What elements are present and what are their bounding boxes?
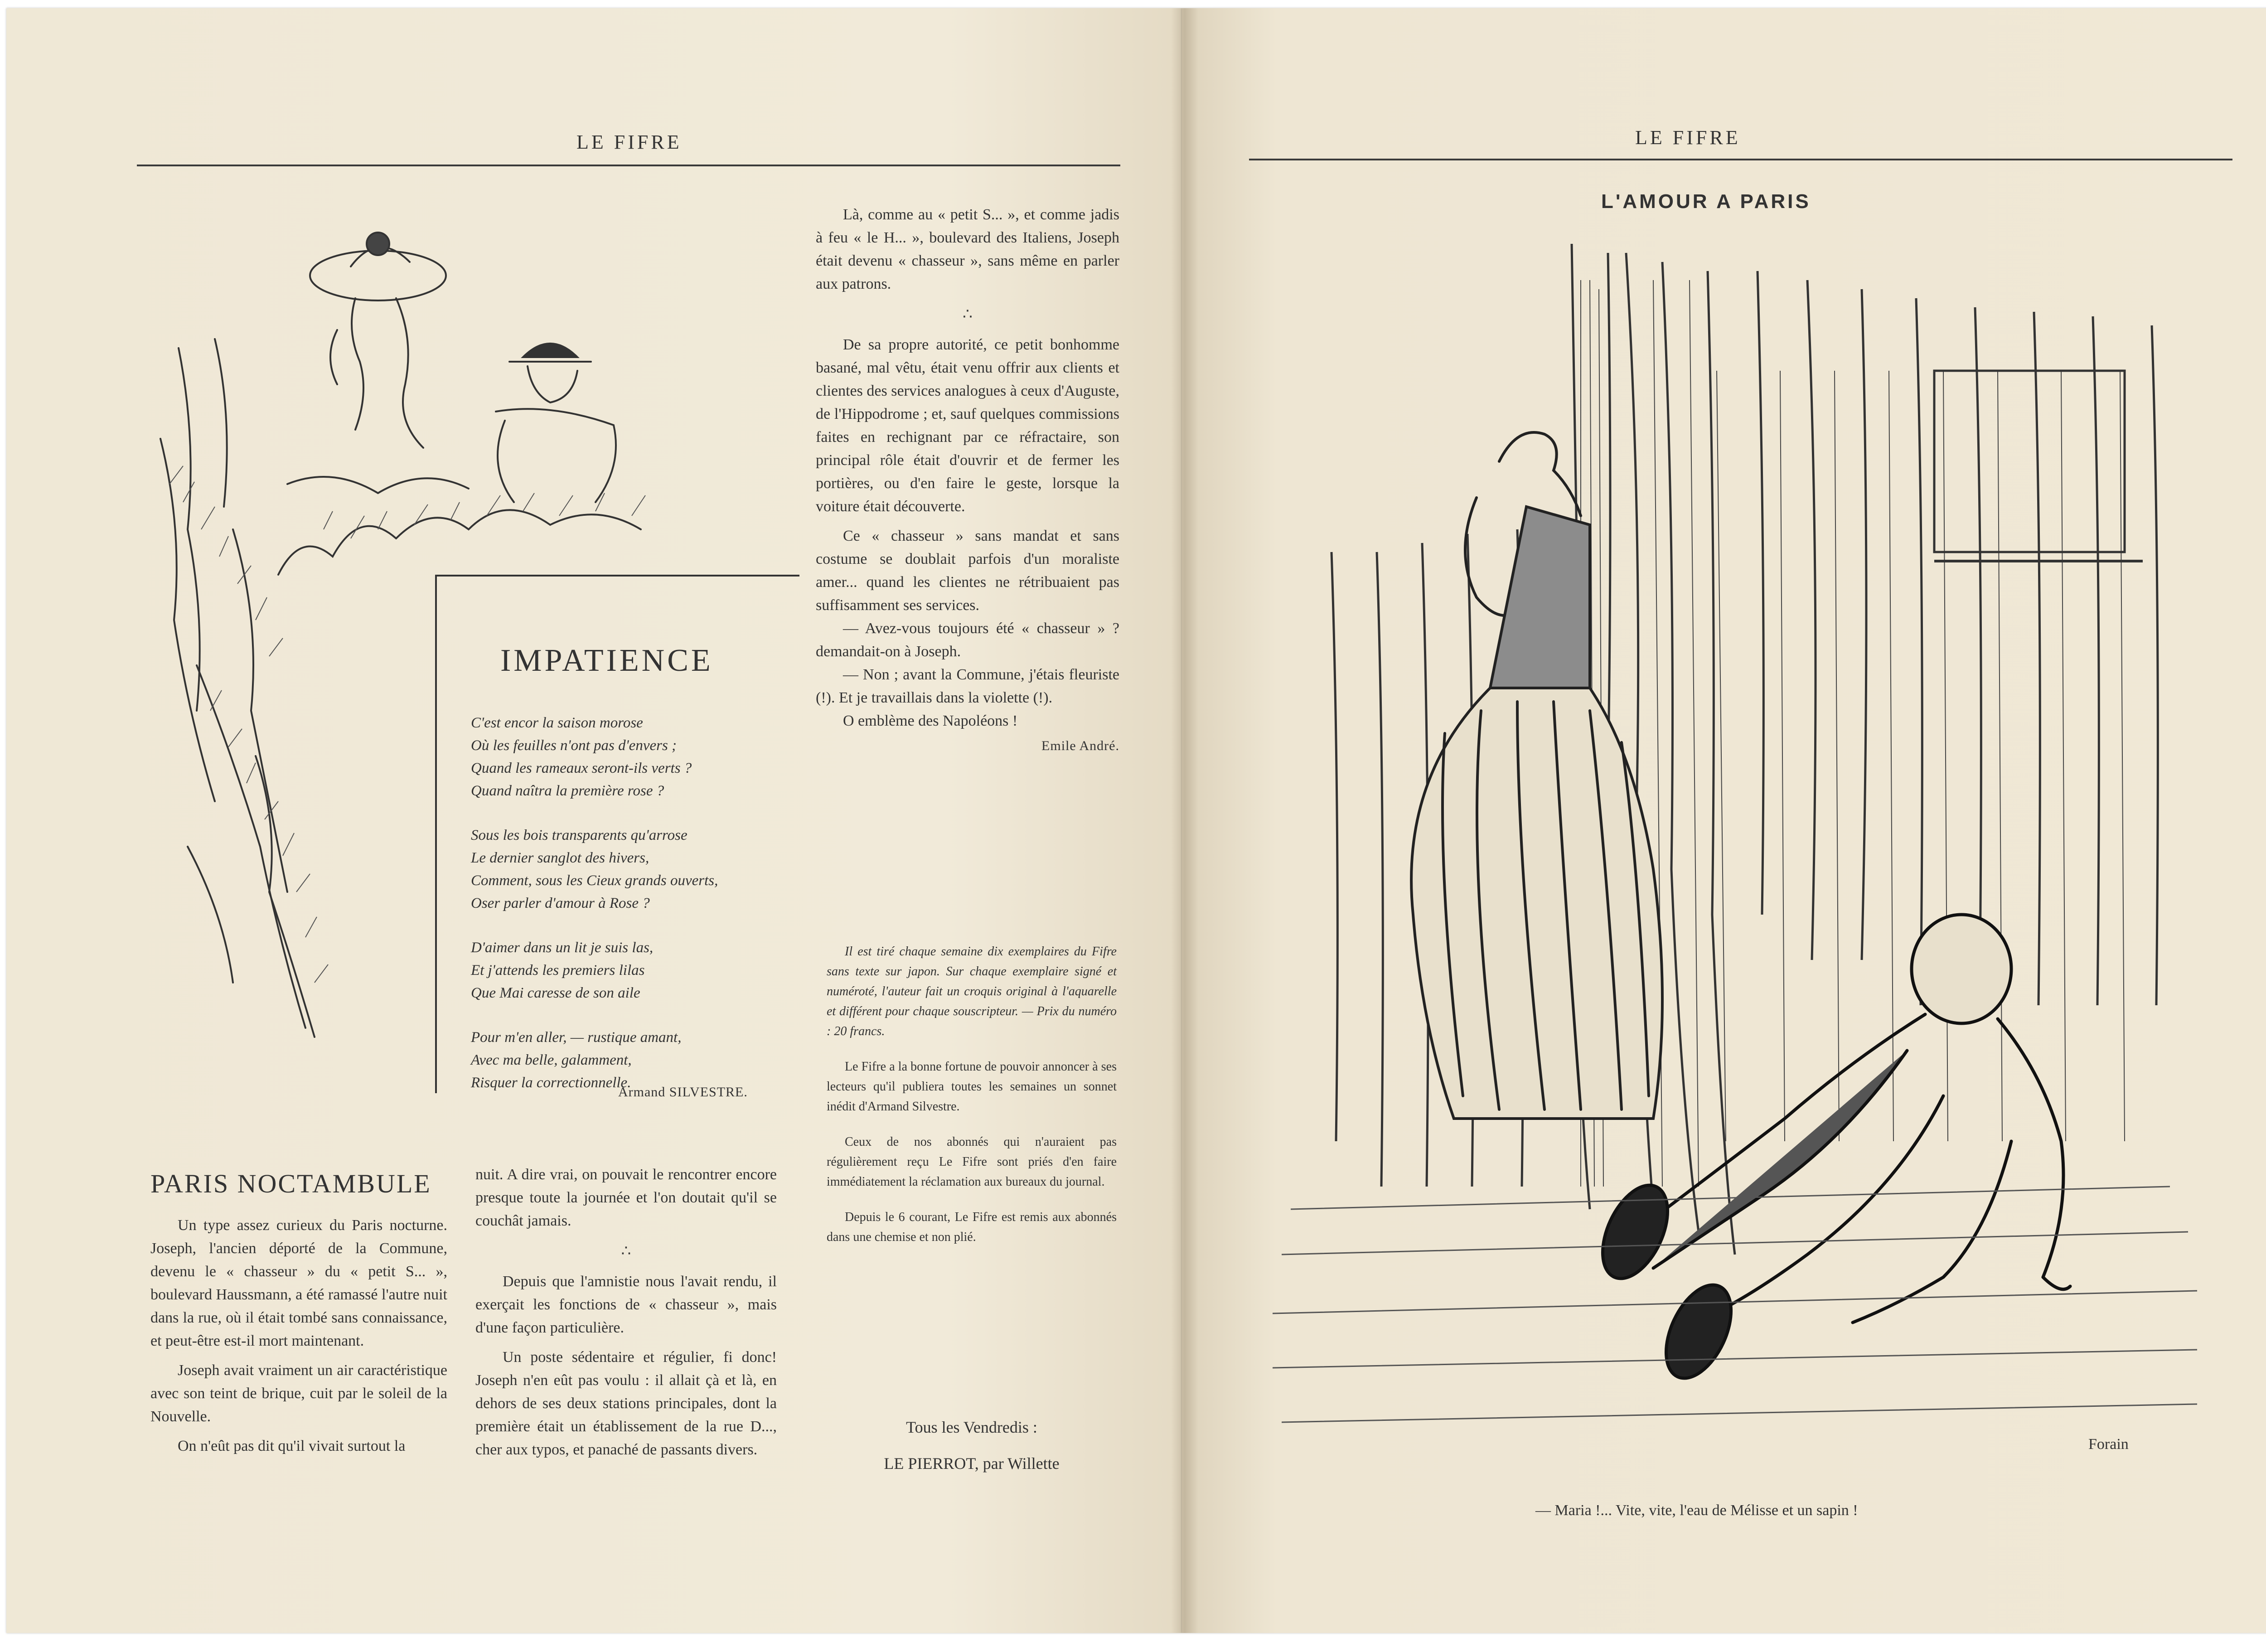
article-column-1 xyxy=(150,1214,447,1458)
notice: Depuis le 6 courant, Le Fifre est remis aux abonnés dans une chemise et non plié. xyxy=(827,1210,1117,1244)
right-page xyxy=(1182,8,2266,1633)
poem-title: IMPATIENCE xyxy=(500,643,713,678)
poem-line: Quand naîtra la première rose ? xyxy=(471,783,664,799)
paragraph: — Non ; avant la Commune, j'étais fleuriste (!). Et je travaillais dans la violette (!). xyxy=(816,666,1119,706)
header-rule-left xyxy=(137,165,1120,166)
left-page xyxy=(6,8,1182,1633)
poem-line: D'aimer dans un lit je suis las, xyxy=(471,940,654,956)
paragraph: Ce « chasseur » sans mandat et sans costume se doublait parfois d'un moraliste amer... quand les clientes ne rétribuaient pas suffisamment ses services. xyxy=(816,528,1119,614)
magazine-spread xyxy=(6,8,2266,1633)
article-signature: Emile André. xyxy=(1041,738,1119,753)
asterism: ∴ xyxy=(963,306,973,323)
article-column-2 xyxy=(475,1163,777,1461)
poem-line: Pour m'en aller, — rustique amant, xyxy=(471,1029,682,1046)
poem-line: Risquer la correctionnelle. xyxy=(471,1075,631,1091)
poem-line: Avec ma belle, galamment, xyxy=(471,1052,632,1068)
poem-line: Quand les rameaux seront-ils verts ? xyxy=(471,760,692,776)
paragraph: Joseph avait vraiment un air caractéristique avec son teint de brique, cuit par le soleil de la Nouvelle. xyxy=(150,1362,447,1425)
footer-line-2: LE PIERROT, par Willette xyxy=(884,1454,1060,1473)
poem-line: Oser parler d'amour à Rose ? xyxy=(471,895,650,911)
paragraph: — Avez-vous toujours été « chasseur » ? demandait-on à Joseph. xyxy=(816,620,1119,660)
poem-line: Où les feuilles n'ont pas d'envers ; xyxy=(471,737,677,754)
paragraph: Un type assez curieux du Paris nocturne. Joseph, l'ancien déporté de la Commune, devenu le « chasseur » du « petit S... », boulevard Haussmann, a été ramassé l'autre nuit dans la rue, où il était tombé sans connaissance, et peut-être est-il mort maintenant. xyxy=(150,1217,447,1349)
poem-line: Comment, sous les Cieux grands ouverts, xyxy=(471,872,718,889)
poem-line: Et j'attends les premiers lilas xyxy=(471,962,645,979)
paragraph: nuit. A dire vrai, on pouvait le rencontrer encore presque toute la journée et l'on doutait qu'il se couchât jamais. xyxy=(475,1166,777,1229)
asterism: ∴ xyxy=(621,1243,631,1260)
running-head-right: LE FIFRE xyxy=(1635,126,1741,149)
plate-caption: — Maria !... Vite, vite, l'eau de Mélisse et un sapin ! xyxy=(1535,1502,1858,1519)
article-column-3 xyxy=(816,203,1119,757)
paragraph: Un poste sédentaire et régulier, fi donc! Joseph n'en eût pas voulu : il allait çà et là, en dehors de ses deux stations principales, dont la première était un établissement de la rue D..., cher aux typos, et panaché de passants divers. xyxy=(475,1349,777,1458)
book-gutter xyxy=(1171,8,1198,1633)
poem-line: Sous les bois transparents qu'arrose xyxy=(471,827,688,843)
poem-body xyxy=(471,712,797,1116)
notice: Le Fifre a la bonne fortune de pouvoir annoncer à ses lecteurs qu'il publiera toutes les semaines un sonnet inédit d'Armand Silvestre. xyxy=(827,1060,1117,1114)
paragraph: O emblème des Napoléons ! xyxy=(843,712,1018,729)
article-title: PARIS NOCTAMBULE xyxy=(150,1169,431,1198)
footer-line-1: Tous les Vendredis : xyxy=(906,1418,1037,1436)
running-head-left: LE FIFRE xyxy=(576,131,682,153)
poem-line: Le dernier sanglot des hivers, xyxy=(471,850,649,866)
header-rule-right xyxy=(1249,159,2232,160)
paragraph: On n'eût pas dit qu'il vivait surtout la xyxy=(178,1438,406,1454)
forain-illustration xyxy=(1264,235,2206,1486)
paragraph: Depuis que l'amnistie nous l'avait rendu, il exerçait les fonctions de « chasseur », mais d'une façon particulière. xyxy=(475,1273,777,1336)
poem-line: Que Mai caresse de son aile xyxy=(471,985,640,1001)
notice: Ceux de nos abonnés qui n'auraient pas régulièrement reçu Le Fifre sont priés d'en faire immédiatement la réclamation aux bureaux du journal. xyxy=(827,1135,1117,1189)
artist-signature: Forain xyxy=(2088,1436,2129,1453)
poem-signature: Armand SILVESTRE. xyxy=(618,1085,748,1100)
notices xyxy=(827,942,1117,1263)
notice: Il est tiré chaque semaine dix exemplaires du Fifre sans texte sur japon. Sur chaque exemplaire signé et numéroté, l'auteur fait un croquis original à l'aquarelle et différent pour chaque souscripteur. — Prix du numéro : 20 francs. xyxy=(827,945,1117,1038)
paragraph: Là, comme au « petit S... », et comme jadis à feu « le H... », boulevard des Italiens, Joseph était devenu « chasseur », sans même en parler aux patrons. xyxy=(816,206,1119,292)
poem-line: C'est encor la saison morose xyxy=(471,715,643,731)
plate-title: L'AMOUR A PARIS xyxy=(1601,190,1811,213)
paragraph: De sa propre autorité, ce petit bonhomme basané, mal vêtu, était venu offrir aux clients et clientes des services analogues à ceux d'Auguste, de l'Hippodrome ; et, sauf quelques commissions faites en rechignant par ce réfractaire, son principal rôle était d'ouvrir et de fermer les portières, ou d'en faire le geste, lorsque la voiture était découverte. xyxy=(816,336,1119,515)
